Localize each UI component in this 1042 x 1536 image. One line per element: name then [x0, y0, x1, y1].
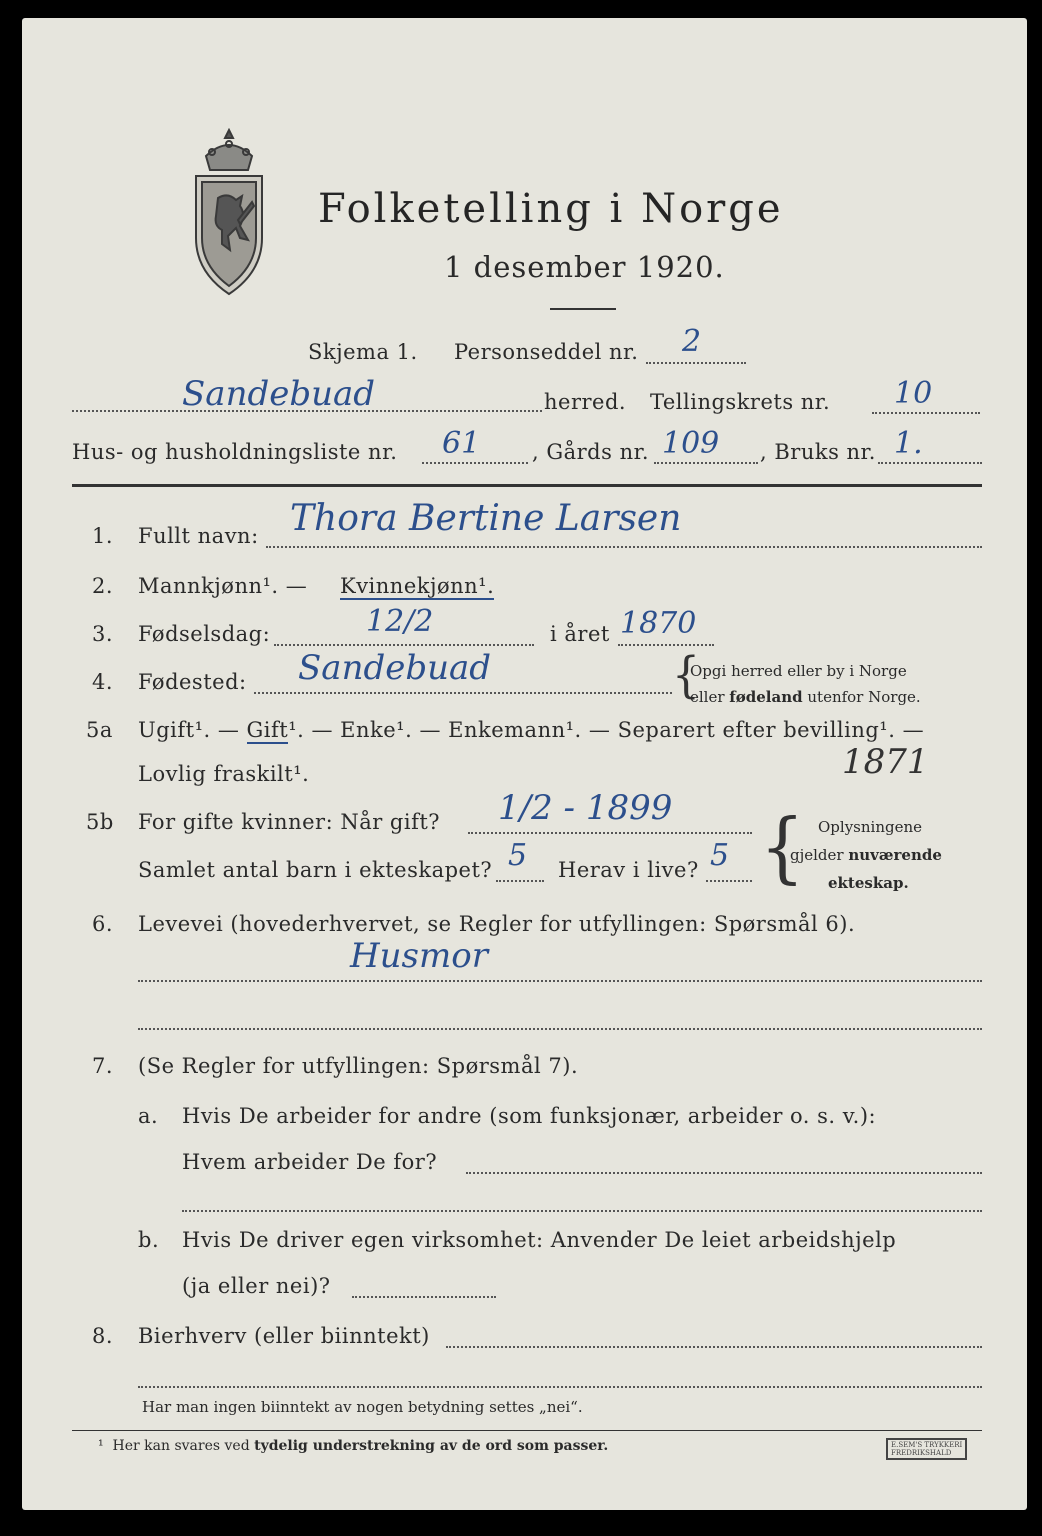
sex-female-option[interactable]: Kvinnekjønn¹.: [340, 574, 495, 598]
full-name-field[interactable]: [266, 546, 982, 548]
section-divider: [72, 484, 982, 487]
occupation-field[interactable]: [138, 980, 982, 982]
footnote: ¹ Her kan svares ved tydelig understrekning av de ord som passer.: [98, 1438, 609, 1454]
q6-label: Levevei (hovederhvervet, se Regler for utfyllingen: Spørsmål 6).: [138, 912, 856, 936]
side-income-field-2[interactable]: [138, 1386, 982, 1388]
hus-value: 61: [442, 426, 481, 461]
children-total-value: 5: [508, 838, 528, 873]
q1-label: Fullt navn:: [138, 524, 259, 548]
employer-field-2[interactable]: [182, 1210, 982, 1212]
occupation-value: Husmor: [350, 936, 488, 976]
tellingskrets-label: Tellingskrets nr.: [650, 390, 831, 414]
gards-label: , Gårds nr.: [532, 440, 650, 464]
personseddel-field[interactable]: [646, 362, 746, 364]
q4-brace: {: [672, 647, 700, 704]
children-alive-field[interactable]: [706, 880, 752, 882]
q7a-letter: a.: [138, 1104, 159, 1128]
hus-field[interactable]: [422, 462, 528, 464]
married-when-field[interactable]: [468, 832, 752, 834]
marital-unmarried-option[interactable]: Ugift¹. —: [138, 718, 240, 742]
birthday-value: 12/2: [366, 604, 434, 639]
marital-status-options: [138, 718, 924, 742]
children-total-label: Samlet antal barn i ekteskapet?: [138, 858, 493, 882]
q7-number: 7.: [92, 1054, 114, 1078]
birthplace-value: Sandebuad: [298, 648, 492, 688]
q3-number: 3.: [92, 622, 114, 646]
marital-divorced-option[interactable]: Lovlig fraskilt¹.: [138, 762, 310, 786]
q5a-number: 5a: [86, 718, 113, 742]
q3-label: Fødselsdag:: [138, 622, 271, 646]
margin-note-year: 1871: [842, 742, 929, 782]
q7a-line1: Hvis De arbeider for andre (som funksjonær, arbeider o. s. v.):: [182, 1104, 877, 1128]
q4-number: 4.: [92, 670, 114, 694]
full-name-value: Thora Bertine Larsen: [290, 498, 682, 539]
census-form: [22, 18, 1027, 1510]
bruks-field[interactable]: [878, 462, 982, 464]
marital-married-option[interactable]: Gift: [246, 718, 289, 742]
hus-label: Hus- og husholdningsliste nr.: [72, 440, 398, 464]
bruks-label: , Bruks nr.: [760, 440, 876, 464]
q1-number: 1.: [92, 524, 114, 548]
children-alive-value: 5: [710, 838, 730, 873]
tellingskrets-field[interactable]: [872, 412, 980, 414]
q5b-note-line2: gjelder nuværende: [790, 846, 942, 864]
header-divider: [550, 308, 616, 310]
q7a-line2: Hvem arbeider De for?: [182, 1150, 438, 1174]
q7-label: (Se Regler for utfyllingen: Spørsmål 7).: [138, 1054, 579, 1078]
q4-label: Fødested:: [138, 670, 247, 694]
q5b-note-line3: ekteskap.: [828, 874, 909, 892]
personseddel-label: Personseddel nr.: [454, 340, 639, 364]
personseddel-value: 2: [682, 324, 702, 359]
birth-year-label: i året: [550, 622, 610, 646]
gards-value: 109: [662, 426, 720, 461]
q7b-line2: (ja eller nei)?: [182, 1274, 331, 1298]
footnote-mark: ¹: [98, 1438, 104, 1454]
tellingskrets-value: 10: [894, 376, 933, 411]
q5b-note-line1: Oplysningene: [818, 818, 923, 836]
employer-field[interactable]: [466, 1172, 982, 1174]
q6-number: 6.: [92, 912, 114, 936]
q8-number: 8.: [92, 1324, 114, 1348]
q4-note-line1: Opgi herred eller by i Norge: [690, 662, 907, 680]
q7b-line1: Hvis De driver egen virksomhet: Anvender De leiet arbeidshjelp: [182, 1228, 897, 1252]
occupation-field-2[interactable]: [138, 1028, 982, 1030]
q8-label: Bierhverv (eller biinntekt): [138, 1324, 430, 1348]
skjema-label: Skjema 1.: [308, 340, 418, 364]
q5b-number: 5b: [86, 810, 114, 834]
herred-label: herred.: [544, 390, 627, 414]
birthplace-field[interactable]: [254, 692, 672, 694]
children-alive-label: Herav i live?: [558, 858, 699, 882]
marital-other-options[interactable]: ¹. — Enke¹. — Enkemann¹. — Separert efter bevilling¹. —: [288, 718, 925, 742]
q7b-letter: b.: [138, 1228, 160, 1252]
q2-number: 2.: [92, 574, 114, 598]
hired-help-field[interactable]: [352, 1296, 496, 1298]
coat-of-arms-icon: [190, 128, 268, 302]
nei-instruction: Har man ingen biinntekt av nogen betydning settes „nei“.: [142, 1398, 583, 1416]
bruks-value: 1.: [894, 426, 923, 461]
children-total-field[interactable]: [496, 880, 544, 882]
married-when-label: For gifte kvinner: Når gift?: [138, 810, 441, 834]
footer-divider: [72, 1430, 982, 1431]
q4-note-line2: eller fødeland utenfor Norge.: [690, 688, 921, 706]
married-when-value: 1/2 - 1899: [498, 788, 673, 828]
q5b-brace: {: [760, 801, 805, 893]
gards-field[interactable]: [654, 462, 758, 464]
side-income-field[interactable]: [446, 1346, 982, 1348]
herred-value: Sandebuad: [182, 374, 376, 414]
printer-stamp: E.SEM'S TRYKKERI FREDRIKSHALD: [886, 1438, 967, 1460]
form-date: 1 desember 1920.: [444, 250, 725, 284]
birth-year-value: 1870: [620, 606, 697, 641]
form-title: Folketelling i Norge: [318, 186, 784, 232]
birth-year-field[interactable]: [618, 644, 714, 646]
sex-male-option[interactable]: Mannkjønn¹. —: [138, 574, 308, 598]
birthday-field[interactable]: [274, 644, 534, 646]
